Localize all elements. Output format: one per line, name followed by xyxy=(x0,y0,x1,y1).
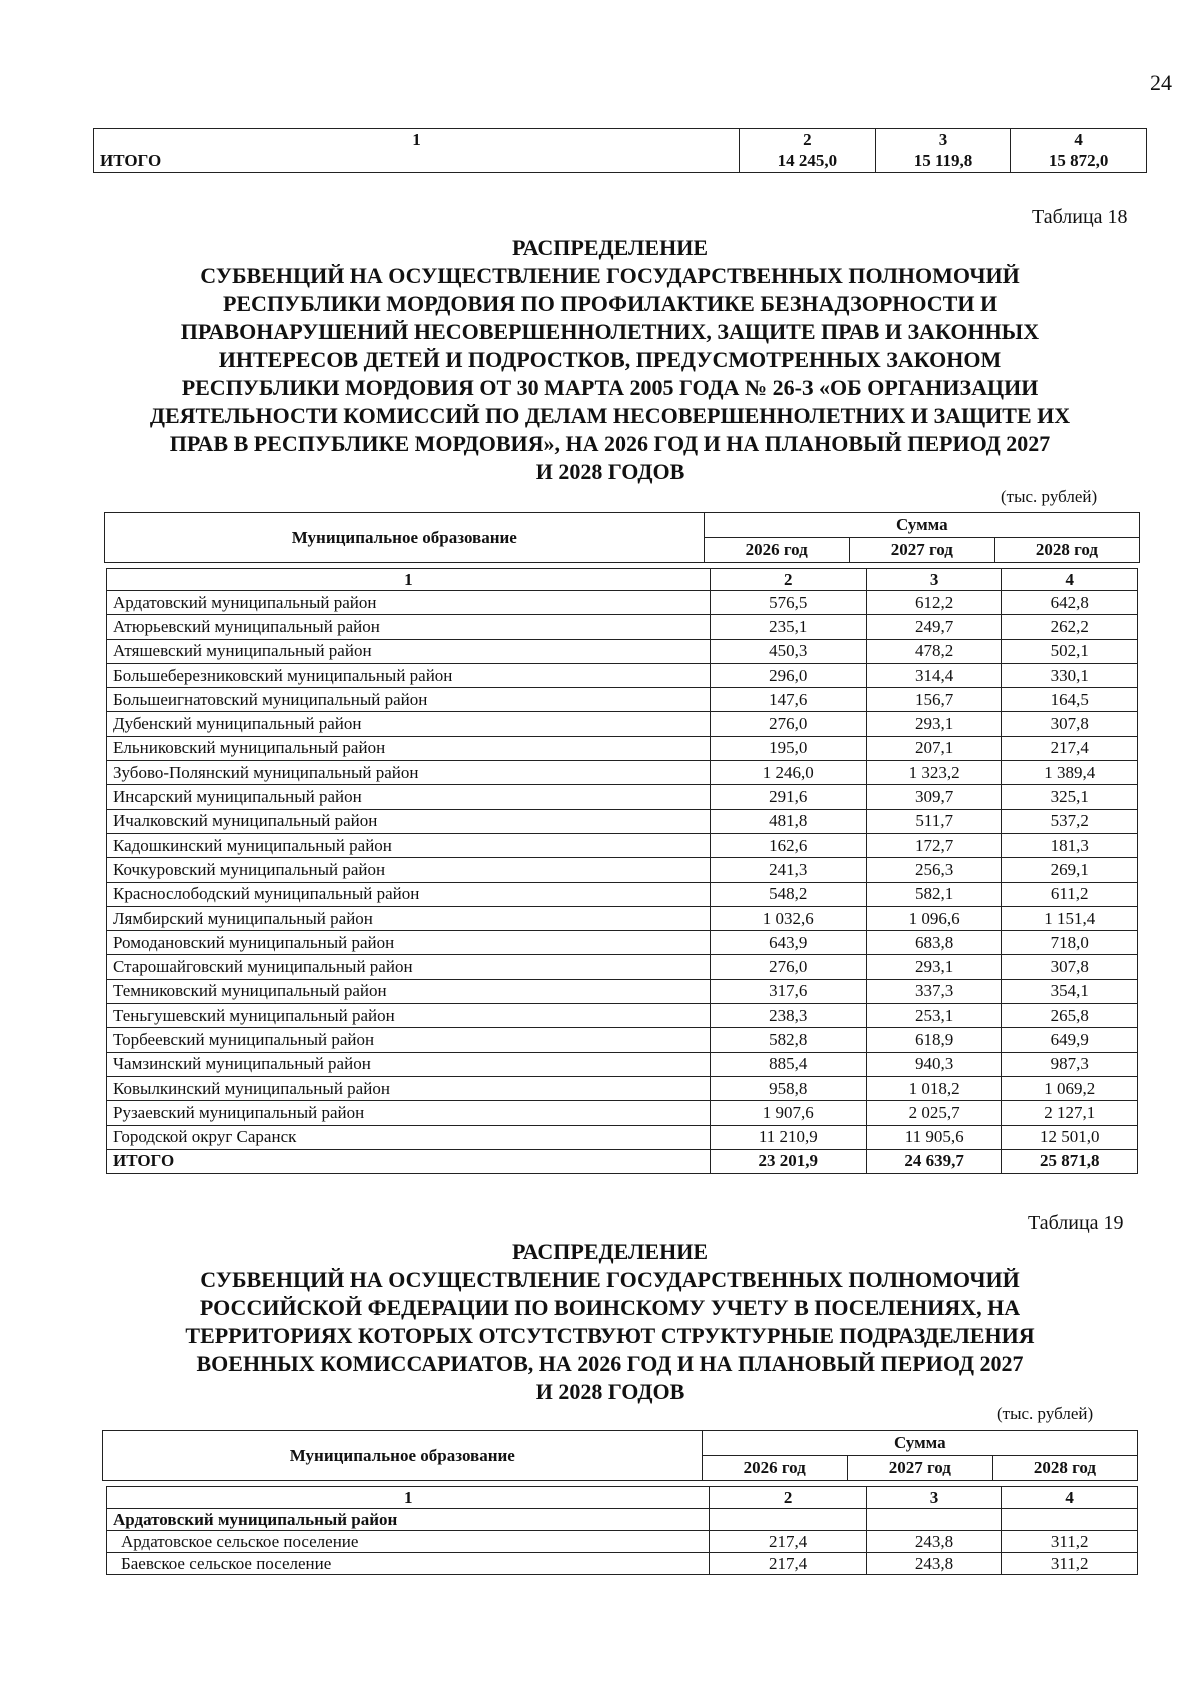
municipality-name: Зубово-Полянский муниципальный район xyxy=(107,761,711,785)
table19-title-line: РАСПРЕДЕЛЕНИЕ xyxy=(511,1239,708,1264)
municipality-name: Большеигнатовский муниципальный район xyxy=(107,688,711,712)
table-row xyxy=(107,882,1138,906)
value-2026: 11 210,9 xyxy=(710,1125,866,1149)
municipality-name: Городской округ Саранск xyxy=(107,1125,711,1149)
value-2027: 940,3 xyxy=(866,1052,1002,1076)
municipality-name: Ардатовский муниципальный район xyxy=(107,591,711,615)
value-2028: 311,2 xyxy=(1002,1553,1138,1575)
table18-title-line: ПРАВОНАРУШЕНИЙ НЕСОВЕРШЕННОЛЕТНИХ, ЗАЩИТЕ ПРАВ И ЗАКОННЫХ xyxy=(180,319,1040,344)
value-2028: 265,8 xyxy=(1002,1004,1138,1028)
value-2026: 296,0 xyxy=(710,663,866,687)
table18-header-sum: Сумма xyxy=(704,513,1139,538)
value-2028: 269,1 xyxy=(1002,858,1138,882)
table18-header-year-2026: 2026 год xyxy=(704,538,849,563)
table-total-row xyxy=(107,1149,1138,1173)
table-row xyxy=(107,1125,1138,1149)
value-2028: 537,2 xyxy=(1002,809,1138,833)
municipality-name: Краснослободский муниципальный район xyxy=(107,882,711,906)
table-row xyxy=(107,955,1138,979)
municipality-name: Большеберезниковский муниципальный район xyxy=(107,663,711,687)
value-2027: 1 323,2 xyxy=(866,761,1002,785)
table18-col-number-3: 3 xyxy=(866,569,1002,591)
value-2026: 195,0 xyxy=(710,736,866,760)
table19-header-year-2028: 2028 год xyxy=(992,1456,1137,1481)
municipality-name: Чамзинский муниципальный район xyxy=(107,1052,711,1076)
prev-total-2026: 14 245,0 xyxy=(740,151,876,173)
group-name: Ардатовский муниципальный район xyxy=(107,1509,710,1531)
group-empty-cell xyxy=(710,1509,866,1531)
municipality-name: Атяшевский муниципальный район xyxy=(107,639,711,663)
value-2027: 11 905,6 xyxy=(866,1125,1002,1149)
table18-title-line: И 2028 ГОДОВ xyxy=(535,459,685,484)
table18-title-line: РАСПРЕДЕЛЕНИЕ xyxy=(511,235,708,260)
prev-col-number-1: 1 xyxy=(94,129,740,151)
value-2026: 147,6 xyxy=(710,688,866,712)
table19-title-line: И 2028 ГОДОВ xyxy=(535,1379,685,1404)
municipality-name: Теньгушевский муниципальный район xyxy=(107,1004,711,1028)
municipality-name: Кадошкинский муниципальный район xyxy=(107,833,711,857)
value-2027: 511,7 xyxy=(866,809,1002,833)
prev-col-number-3: 3 xyxy=(875,129,1011,151)
value-2028: 1 069,2 xyxy=(1002,1076,1138,1100)
table18-units: (тыс. рублей) xyxy=(1001,487,1098,506)
value-2026: 885,4 xyxy=(710,1052,866,1076)
page-number: 24 xyxy=(1150,70,1172,95)
table19-header-year-2026: 2026 год xyxy=(702,1456,847,1481)
table18-total-2026: 23 201,9 xyxy=(710,1149,866,1173)
table-row xyxy=(107,785,1138,809)
value-2028: 325,1 xyxy=(1002,785,1138,809)
table-row xyxy=(107,736,1138,760)
table19-body xyxy=(106,1486,1138,1575)
prev-total-2027: 15 119,8 xyxy=(875,151,1011,173)
table18-header-year-2028: 2028 год xyxy=(994,538,1139,563)
table-row xyxy=(107,1028,1138,1052)
table19-title-line: РОССИЙСКОЙ ФЕДЕРАЦИИ ПО ВОИНСКОМУ УЧЕТУ В ПОСЕЛЕНИЯХ, НА xyxy=(199,1295,1021,1320)
value-2027: 683,8 xyxy=(866,931,1002,955)
table-row xyxy=(107,931,1138,955)
municipality-name: Лямбирский муниципальный район xyxy=(107,906,711,930)
value-2027: 314,4 xyxy=(866,663,1002,687)
municipality-name: Старошайговский муниципальный район xyxy=(107,955,711,979)
table18-title-line: ПРАВ В РЕСПУБЛИКЕ МОРДОВИЯ», НА 2026 ГОД И НА ПЛАНОВЫЙ ПЕРИОД 2027 xyxy=(169,431,1051,456)
value-2027: 337,3 xyxy=(866,979,1002,1003)
table-row xyxy=(107,979,1138,1003)
table-row xyxy=(107,761,1138,785)
group-empty-cell xyxy=(1002,1509,1138,1531)
value-2028: 307,8 xyxy=(1002,955,1138,979)
table19-header-municipality: Муниципальное образование xyxy=(103,1431,703,1481)
value-2028: 217,4 xyxy=(1002,736,1138,760)
table-row xyxy=(107,906,1138,930)
value-2026: 291,6 xyxy=(710,785,866,809)
value-2028: 354,1 xyxy=(1002,979,1138,1003)
value-2027: 256,3 xyxy=(866,858,1002,882)
value-2028: 1 151,4 xyxy=(1002,906,1138,930)
value-2027: 293,1 xyxy=(866,712,1002,736)
value-2026: 238,3 xyxy=(710,1004,866,1028)
value-2027: 582,1 xyxy=(866,882,1002,906)
value-2027: 156,7 xyxy=(866,688,1002,712)
value-2026: 1 246,0 xyxy=(710,761,866,785)
value-2028: 262,2 xyxy=(1002,615,1138,639)
table-row xyxy=(107,1004,1138,1028)
table18-title-line: ИНТЕРЕСОВ ДЕТЕЙ И ПОДРОСТКОВ, ПРЕДУСМОТРЕННЫХ ЗАКОНОМ xyxy=(218,347,1002,372)
value-2026: 450,3 xyxy=(710,639,866,663)
value-2028: 718,0 xyxy=(1002,931,1138,955)
table18-total-2027: 24 639,7 xyxy=(866,1149,1002,1173)
value-2026: 276,0 xyxy=(710,955,866,979)
table18-total-label: ИТОГО xyxy=(107,1149,711,1173)
value-2026: 958,8 xyxy=(710,1076,866,1100)
municipality-name: Темниковский муниципальный район xyxy=(107,979,711,1003)
municipality-name: Ичалковский муниципальный район xyxy=(107,809,711,833)
table19-col-number-2: 2 xyxy=(710,1487,866,1509)
table18-title-line: РЕСПУБЛИКИ МОРДОВИЯ ПО ПРОФИЛАКТИКЕ БЕЗНАДЗОРНОСТИ И xyxy=(222,291,998,316)
value-2028: 330,1 xyxy=(1002,663,1138,687)
value-2028: 181,3 xyxy=(1002,833,1138,857)
table18-col-number-2: 2 xyxy=(710,569,866,591)
value-2028: 164,5 xyxy=(1002,688,1138,712)
table19-units: (тыс. рублей) xyxy=(997,1404,1094,1423)
value-2027: 618,9 xyxy=(866,1028,1002,1052)
value-2027: 612,2 xyxy=(866,591,1002,615)
table-row xyxy=(107,688,1138,712)
value-2026: 548,2 xyxy=(710,882,866,906)
municipality-name: Ковылкинский муниципальный район xyxy=(107,1076,711,1100)
table18-header-municipality: Муниципальное образование xyxy=(105,513,705,563)
value-2027: 1 018,2 xyxy=(866,1076,1002,1100)
table18-title-line: ДЕЯТЕЛЬНОСТИ КОМИССИЙ ПО ДЕЛАМ НЕСОВЕРШЕННОЛЕТНИХ И ЗАЩИТЕ ИХ xyxy=(149,403,1071,428)
table-row xyxy=(107,833,1138,857)
table-row xyxy=(107,1101,1138,1125)
value-2028: 502,1 xyxy=(1002,639,1138,663)
value-2028: 1 389,4 xyxy=(1002,761,1138,785)
prev-total-2028: 15 872,0 xyxy=(1011,151,1147,173)
table-row xyxy=(107,615,1138,639)
table19-title-line: СУБВЕНЦИЙ НА ОСУЩЕСТВЛЕНИЕ ГОСУДАРСТВЕННЫХ ПОЛНОМОЧИЙ xyxy=(200,1267,1020,1292)
value-2027: 2 025,7 xyxy=(866,1101,1002,1125)
value-2026: 1 032,6 xyxy=(710,906,866,930)
value-2028: 2 127,1 xyxy=(1002,1101,1138,1125)
value-2026: 576,5 xyxy=(710,591,866,615)
table-row xyxy=(107,858,1138,882)
value-2027: 309,7 xyxy=(866,785,1002,809)
value-2026: 276,0 xyxy=(710,712,866,736)
value-2026: 241,3 xyxy=(710,858,866,882)
municipality-name: Кочкуровский муниципальный район xyxy=(107,858,711,882)
table-row xyxy=(107,1052,1138,1076)
table-row xyxy=(107,639,1138,663)
table-row xyxy=(107,1076,1138,1100)
table-row xyxy=(107,591,1138,615)
value-2027: 253,1 xyxy=(866,1004,1002,1028)
table18-header-year-2027: 2027 год xyxy=(849,538,994,563)
table19-col-number-1: 1 xyxy=(107,1487,710,1509)
table19-title-line: ВОЕННЫХ КОМИССАРИАТОВ, НА 2026 ГОД И НА ПЛАНОВЫЙ ПЕРИОД 2027 xyxy=(196,1351,1024,1376)
value-2026: 643,9 xyxy=(710,931,866,955)
table18-title xyxy=(110,234,1110,486)
table19-col-number-3: 3 xyxy=(866,1487,1002,1509)
municipality-name: Дубенский муниципальный район xyxy=(107,712,711,736)
table-row xyxy=(107,712,1138,736)
table18-col-number-4: 4 xyxy=(1002,569,1138,591)
table-row xyxy=(107,809,1138,833)
value-2026: 217,4 xyxy=(710,1531,866,1553)
value-2026: 582,8 xyxy=(710,1028,866,1052)
value-2027: 243,8 xyxy=(866,1553,1002,1575)
table19-header-sum: Сумма xyxy=(702,1431,1137,1456)
value-2028: 12 501,0 xyxy=(1002,1125,1138,1149)
table19-title-line: ТЕРРИТОРИЯХ КОТОРЫХ ОТСУТСТВУЮТ СТРУКТУРНЫЕ ПОДРАЗДЕЛЕНИЯ xyxy=(185,1323,1035,1348)
municipality-name: Атюрьевский муниципальный район xyxy=(107,615,711,639)
value-2027: 172,7 xyxy=(866,833,1002,857)
value-2027: 478,2 xyxy=(866,639,1002,663)
table18-body xyxy=(106,568,1138,1174)
table18-total-2028: 25 871,8 xyxy=(1002,1149,1138,1173)
table-row xyxy=(107,1531,1138,1553)
value-2028: 311,2 xyxy=(1002,1531,1138,1553)
value-2026: 162,6 xyxy=(710,833,866,857)
table18-title-line: РЕСПУБЛИКИ МОРДОВИЯ ОТ 30 МАРТА 2005 ГОДА № 26-З «ОБ ОРГАНИЗАЦИИ xyxy=(181,375,1039,400)
municipality-name: Ромодановский муниципальный район xyxy=(107,931,711,955)
value-2027: 249,7 xyxy=(866,615,1002,639)
table-row xyxy=(107,1553,1138,1575)
value-2027: 293,1 xyxy=(866,955,1002,979)
prev-col-number-4: 4 xyxy=(1011,129,1147,151)
settlement-name: Ардатовское сельское поселение xyxy=(107,1531,710,1553)
value-2028: 642,8 xyxy=(1002,591,1138,615)
table18-col-number-1: 1 xyxy=(107,569,711,591)
municipality-name: Рузаевский муниципальный район xyxy=(107,1101,711,1125)
table18-label: Таблица 18 xyxy=(1032,206,1128,228)
municipality-name: Инсарский муниципальный район xyxy=(107,785,711,809)
value-2028: 649,9 xyxy=(1002,1028,1138,1052)
table19-title xyxy=(110,1238,1110,1406)
table18-title-line: СУБВЕНЦИЙ НА ОСУЩЕСТВЛЕНИЕ ГОСУДАРСТВЕННЫХ ПОЛНОМОЧИЙ xyxy=(200,263,1020,288)
group-empty-cell xyxy=(866,1509,1002,1531)
value-2026: 481,8 xyxy=(710,809,866,833)
table19-label: Таблица 19 xyxy=(1028,1212,1124,1234)
settlement-name: Баевское сельское поселение xyxy=(107,1553,710,1575)
municipality-name: Торбеевский муниципальный район xyxy=(107,1028,711,1052)
table19-header xyxy=(102,1430,1138,1481)
municipality-name: Ельниковский муниципальный район xyxy=(107,736,711,760)
value-2028: 611,2 xyxy=(1002,882,1138,906)
prev-col-number-2: 2 xyxy=(740,129,876,151)
value-2026: 235,1 xyxy=(710,615,866,639)
prev-total-label: ИТОГО xyxy=(94,151,740,173)
value-2028: 307,8 xyxy=(1002,712,1138,736)
value-2027: 1 096,6 xyxy=(866,906,1002,930)
table-row xyxy=(107,663,1138,687)
value-2026: 317,6 xyxy=(710,979,866,1003)
table19-header-year-2027: 2027 год xyxy=(847,1456,992,1481)
value-2027: 207,1 xyxy=(866,736,1002,760)
table18-header xyxy=(104,512,1140,563)
prev-table-tail xyxy=(93,128,1147,173)
value-2027: 243,8 xyxy=(866,1531,1002,1553)
table19-col-number-4: 4 xyxy=(1002,1487,1138,1509)
value-2026: 1 907,6 xyxy=(710,1101,866,1125)
value-2026: 217,4 xyxy=(710,1553,866,1575)
table-group-row xyxy=(107,1509,1138,1531)
value-2028: 987,3 xyxy=(1002,1052,1138,1076)
